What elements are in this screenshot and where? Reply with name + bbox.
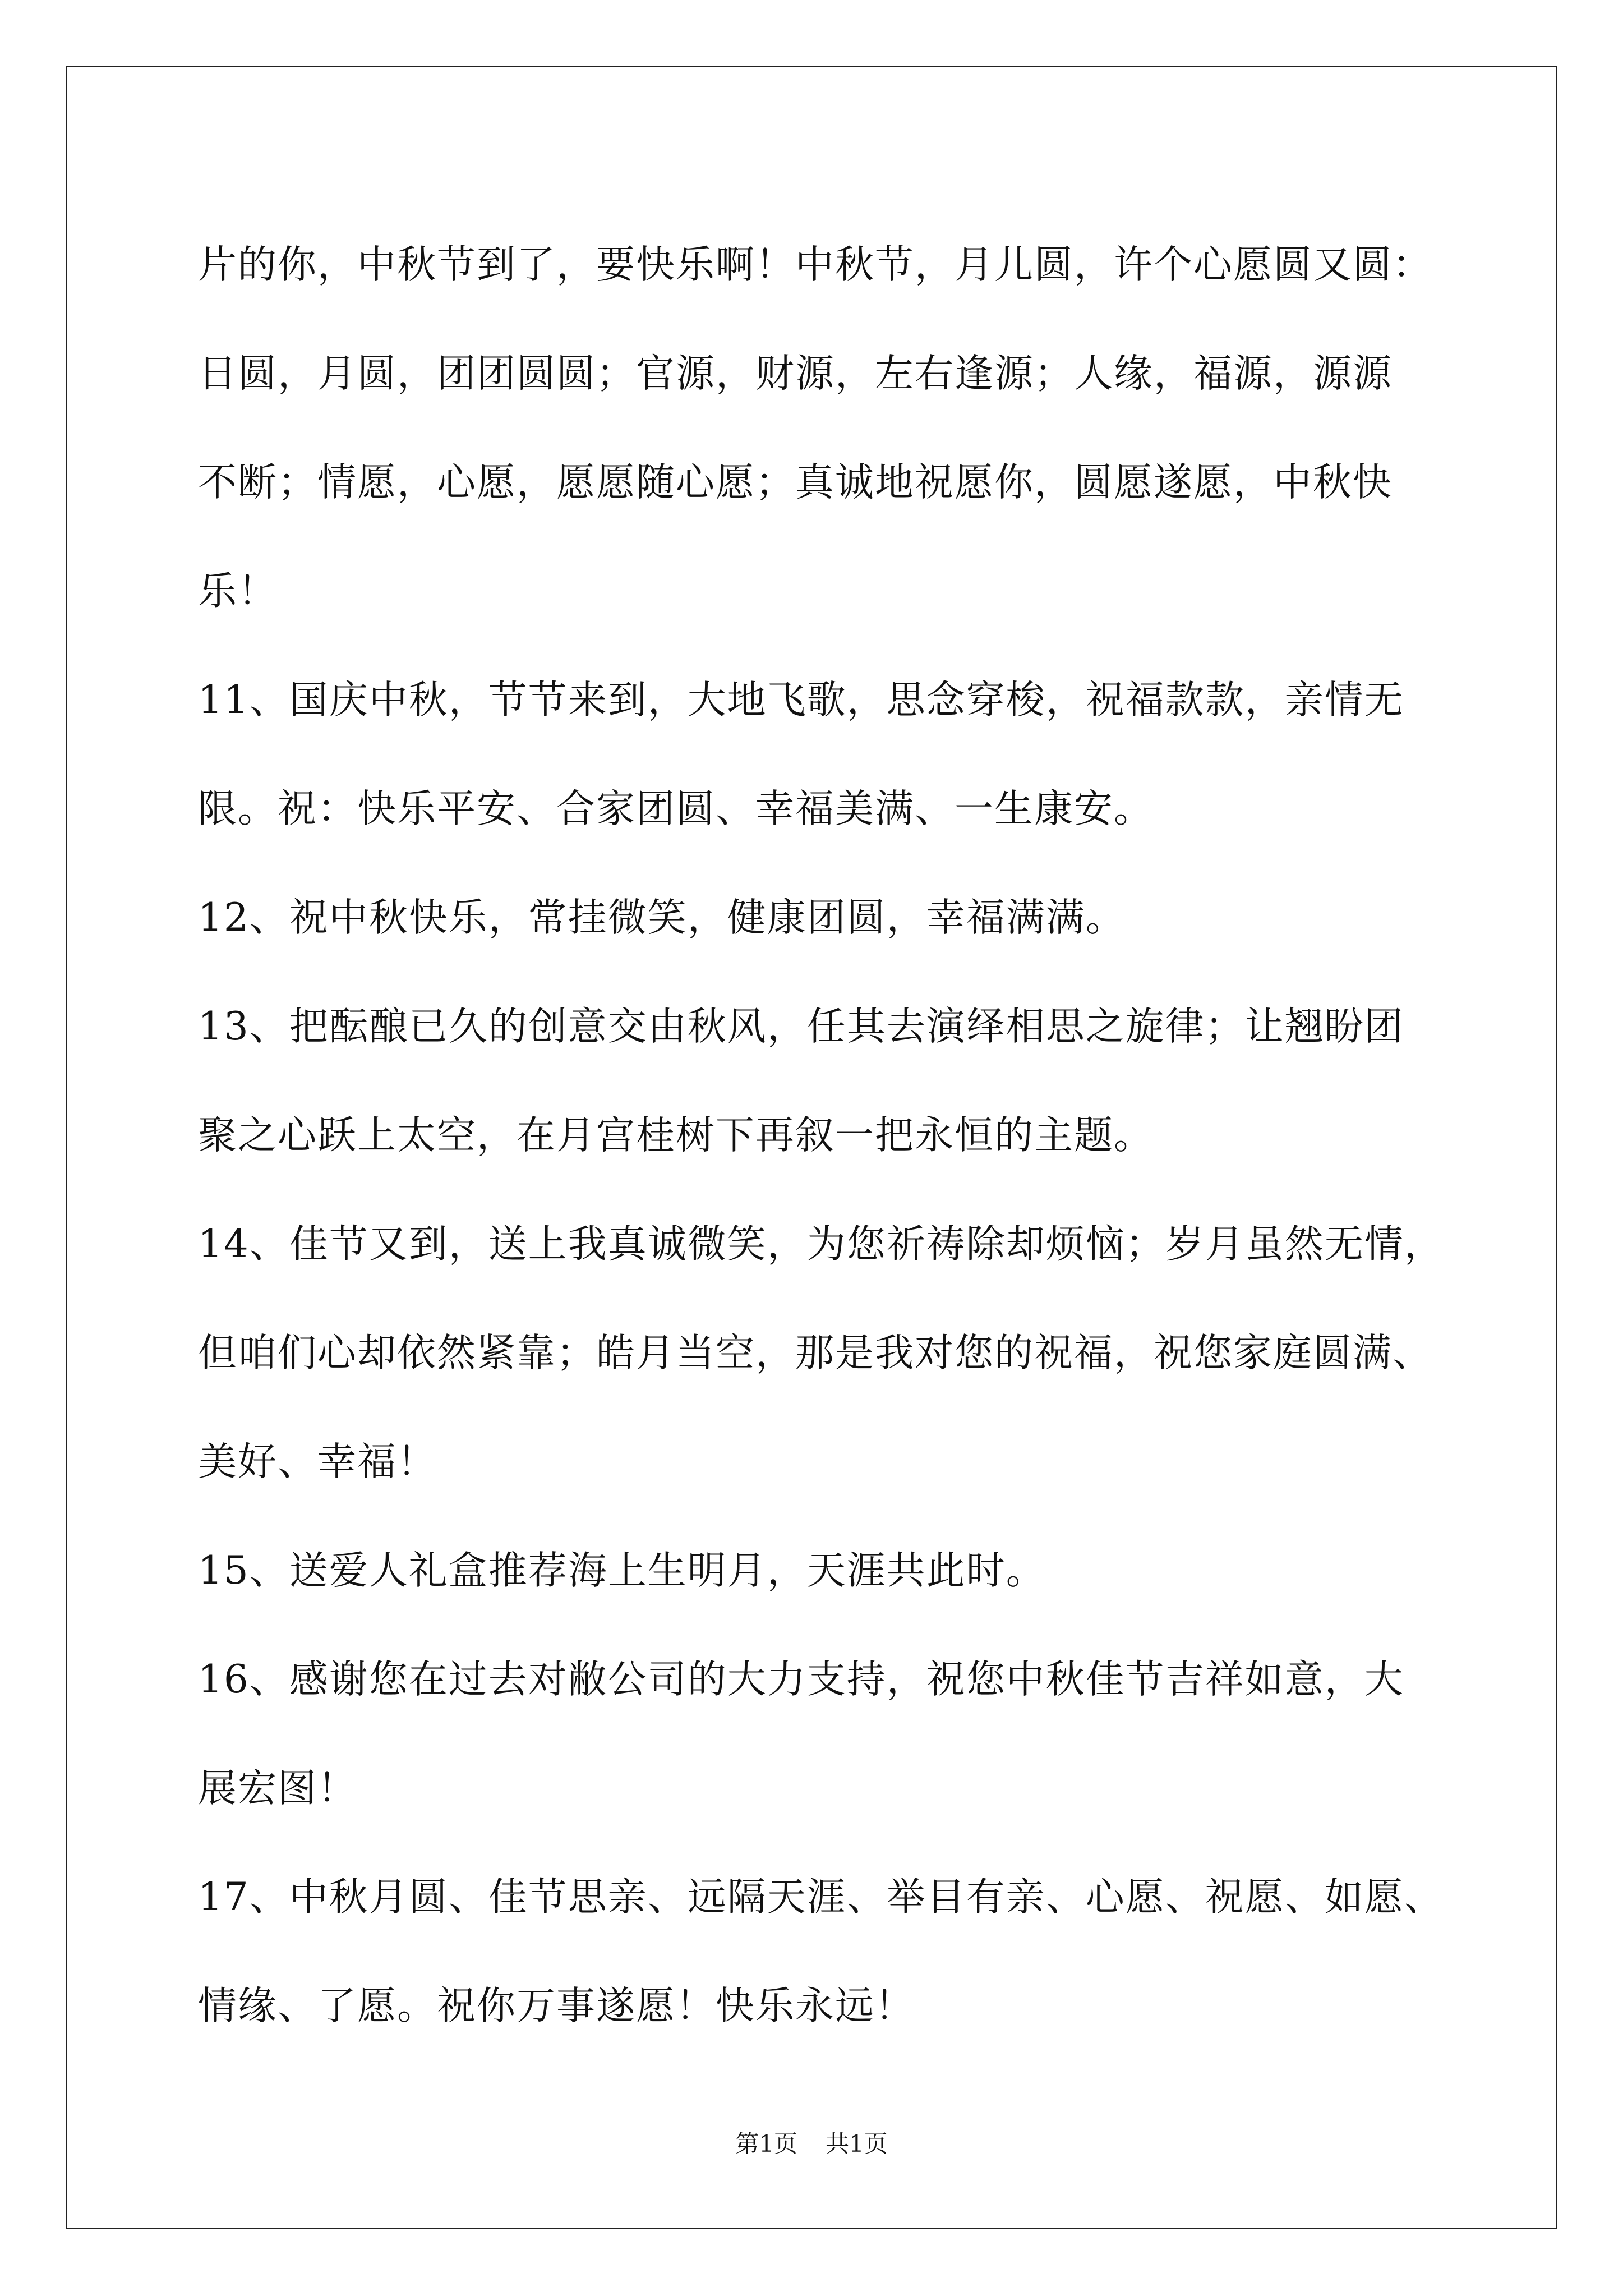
- page-number: 第1页: [735, 2130, 797, 2157]
- text-line: 11、国庆中秋，节节来到，大地飞歌，思念穿梭，祝福款款，亲情无: [198, 678, 1404, 723]
- text-line: 乐！: [198, 569, 278, 614]
- text-line: 聚之心跃上太空，在月宫桂树下再叙一把永恒的主题。: [198, 1113, 1154, 1158]
- document-body: [198, 210, 1443, 2060]
- text-line: 片的你，中秋节到了，要快乐啊！中秋节，月儿圆，许个心愿圆又圆：: [198, 242, 1432, 287]
- text-line: 情缘、了愿。祝你万事遂愿！快乐永远！: [198, 1984, 915, 2028]
- page-footer: [0, 2127, 1623, 2161]
- text-line: 13、把酝酿已久的创意交由秋风，任其去演绎相思之旋律；让翘盼团: [198, 1004, 1404, 1049]
- text-line: 12、祝中秋快乐，常挂微笑，健康团圆，幸福满满。: [198, 895, 1126, 940]
- text-line: 15、送爱人礼盒推荐海上生明月，天涯共此时。: [198, 1548, 1046, 1593]
- text-line: 16、感谢您在过去对敝公司的大力支持，祝您中秋佳节吉祥如意，大: [198, 1657, 1404, 1702]
- text-line: 限。祝：快乐平安、合家团圆、幸福美满、一生康安。: [198, 786, 1154, 831]
- text-line: 展宏图！: [198, 1766, 357, 1811]
- text-line: 14、佳节又到，送上我真诚微笑，为您祈祷除却烦恼；岁月虽然无情，: [198, 1222, 1444, 1267]
- text-line: 17、中秋月圆、佳节思亲、远隔天涯、举目有亲、心愿、祝愿、如愿、: [198, 1875, 1444, 1920]
- text-line: 不断；情愿，心愿，愿愿随心愿；真诚地祝愿你，圆愿遂愿，中秋快: [198, 460, 1393, 505]
- text-line: 但咱们心却依然紧靠；皓月当空，那是我对您的祝福，祝您家庭圆满、: [198, 1331, 1432, 1375]
- page-total: 共1页: [826, 2130, 888, 2157]
- text-line: 日圆，月圆，团团圆圆；官源，财源，左右逢源；人缘，福源，源源: [198, 351, 1393, 396]
- text-line: 美好、幸福！: [198, 1439, 437, 1484]
